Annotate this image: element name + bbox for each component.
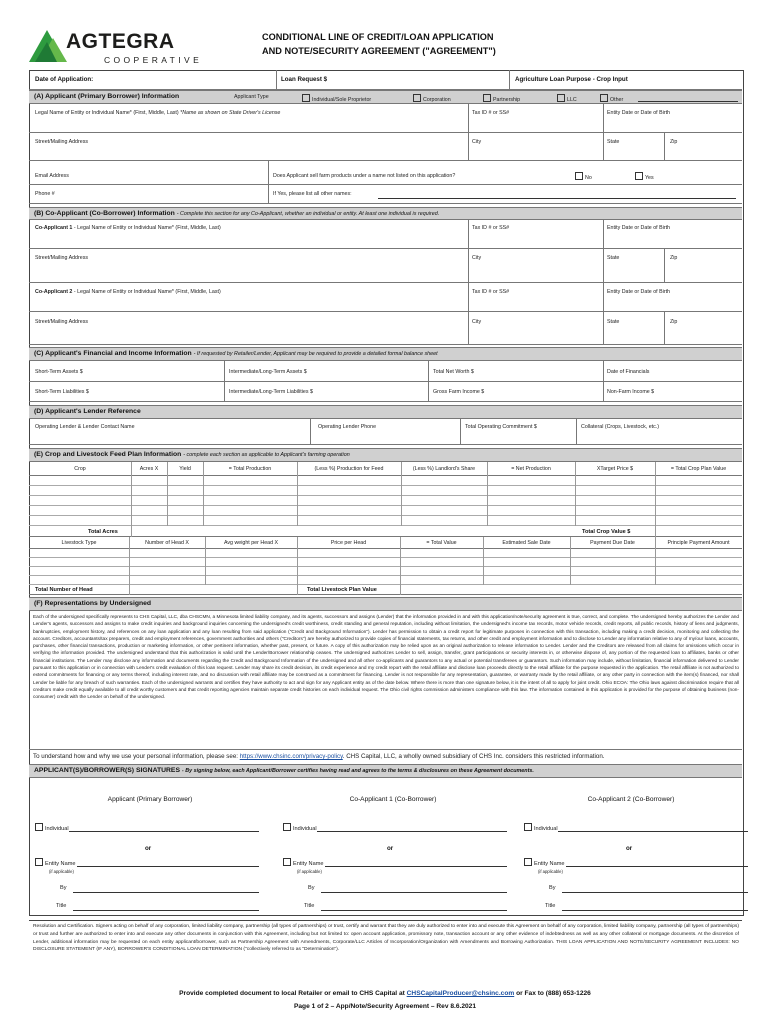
total-head-label: Total Number of Head: [35, 587, 93, 593]
livestock-row[interactable]: [29, 558, 742, 567]
co2-tax-id-field[interactable]: Tax ID # or SS#: [472, 289, 510, 295]
loan-purpose-label: Agriculture Loan Purpose - Crop Input: [515, 76, 628, 83]
section-b-header: (B) Co-Applicant (Co-Borrower) Information - Complete this section for any Co-Applicant, whether an individual or entity. At least one individual is required.: [29, 207, 742, 220]
crop-row[interactable]: [29, 496, 742, 506]
by-field[interactable]: By: [60, 885, 67, 891]
privacy-link[interactable]: https://www.chsinc.com/privacy-policy: [239, 753, 343, 760]
livestock-col-divider: [129, 585, 130, 595]
livestock-col-divider: [570, 537, 571, 585]
checkbox-icon[interactable]: [35, 823, 43, 831]
tax-id-field[interactable]: Tax ID # or SS#: [472, 110, 510, 116]
crop-col-divider: [487, 462, 488, 526]
signature-line: [566, 866, 748, 867]
type-other[interactable]: Other: [600, 94, 623, 103]
phone-field[interactable]: Phone #: [35, 191, 55, 197]
lender-contact-field[interactable]: Operating Lender & Lender Contact Name: [35, 424, 135, 430]
co1-legal-name-field[interactable]: Co-Applicant 1 - Legal Name of Entity or Individual Name* (First, Middle, Last): [35, 225, 221, 231]
checkbox-icon[interactable]: [283, 858, 291, 866]
short-term-liabilities-field[interactable]: Short-Term Liabilities $: [35, 389, 89, 395]
livestock-col-divider: [400, 537, 401, 585]
loan-request-label[interactable]: Loan Request $: [281, 76, 328, 83]
or-label: or: [145, 845, 152, 852]
state-field[interactable]: State: [607, 139, 620, 145]
crop-col-header: Yield: [179, 466, 191, 472]
co1-entity-date-field[interactable]: Entity Date or Date of Birth: [607, 225, 671, 231]
crop-col-divider: [167, 462, 168, 526]
zip-field[interactable]: Zip: [670, 139, 678, 145]
livestock-row[interactable]: [29, 567, 742, 576]
crop-col-header: Crop: [74, 466, 86, 472]
phone-row: [29, 185, 742, 204]
type-llc[interactable]: LLC: [557, 94, 577, 103]
by-field[interactable]: By: [549, 885, 556, 891]
sell-no-option[interactable]: No: [575, 172, 592, 181]
signature-line: [562, 910, 748, 911]
livestock-col-header: Principle Payment Amount: [667, 540, 730, 546]
title-field[interactable]: Title: [56, 903, 67, 909]
signatures-header: APPLICANT(S)/BORROWER(S) SIGNATURES - By signing below, each Applicant/Borrower certifies having read and agrees to the terms & disclosures on these Agreement documents.: [29, 764, 742, 778]
title-field[interactable]: Title: [304, 903, 315, 909]
checkbox-icon[interactable]: [557, 94, 565, 102]
crop-col-divider: [131, 526, 132, 537]
crop-col-header: XTarget Price $: [596, 466, 634, 472]
livestock-col-header: Estimated Sale Date: [502, 540, 551, 546]
total-livestock-label: Total Livestock Plan Value: [307, 587, 377, 593]
collateral-field[interactable]: Collateral (Crops, Livestock, etc.): [581, 424, 660, 430]
crop-col-header: = Total Production: [228, 466, 272, 472]
resolution-text: Resolution and Certification. Signers acting on behalf of any corporation, limited liability company, partnership (all types of partnerships) or trust, certify and warrant that they are duly authorized to enter into and execute this Agreement on behalf of any corporation, limited liability company, partnership (all types of partnerships) or trust and further are authorized to enter into and execute any other documents in conjunction with this Agreement, including but not limited to: open account application, promissory note, transaction account or any other evidence of indebtedness as well as any other collateral or mortgage documents. At the discretion of Lender, additional information may be requested on each entity applicant/borrower, such as Partnership Agreement with Amendments, Corporate/LLC Articles of Incorporation/Organization with Amendments and Borrowing Authorization. THIS LOAN APPLICATION AND NOTE/SECURITY AGREEMENT INCLUDES: NO DISCLOSURE STATEMENT (IF ANY), BORROWER'S CONDITIONAL LOAN DETERMINATION ("collectively referred to as "Determination").: [33, 924, 739, 953]
representations-text: Each of the undersigned specifically represents to CHS Capital, LLC, dba CHSCMN, a Minnesota limited liability company, and its agents, successors and assigns (Lender) that the information provided in and with this application/note/security agreement is true, correct, and complete. The undersigned hereby authorizes the Lender and Lender's agents, successors and assigns to make credit inquiries and background inquiries concerning the undersigned's credit worthiness, credit standing and general reputation, including without limitation, the undersigned's income tax records, motor vehicle records, credit reports, all public records, history of liens and judgments, bankruptcies, employment history, and references on any loan application and any loan resulting from said application ("Credit and Background Information"). Lender has permission to obtain a credit report for legitimate purposes in connection with this transaction, including making a credit decision, monitoring and collecting the account. Creditors, accountants/tax preparers, credit and employment references, government authorities and others ("Creditors") are hereby authorized to provide copies of financial statements, tax returns, and other credit and employment information and to disclose to Lender any information relative to any of my/our loans, accounts, purchases, other financial transactions, production or marketing information, or other pertinent information, whether past, present, or future. A copy of this authorization may be relied upon as an original authorization to release information to Lender. Lender and the Creditors are released from all claims for omissions which occur in verifying the information provided. The undersigned understand that this authorization is valid until the Lender/Borrower relationship ceases. The undersigned authorizes Lender to sell, assign, transfer, grant participations or security interests in, or otherwise dispose of, any portion of the requested loan to affiliates, banks or other financial institutions. The Lender may disclose any information and documents regarding the Credit and Background Information of the undersigned and all other co-applicants and guarantors to any actual or potential transferees or guarantors. Such information may include, without limitation, financial information delivered to Lender pursuant to this application or in connection with Lender's credit evaluation of this loan request. Lender may share its credit decision, its credit experience and my credit report with the retail affiliate and disclose loan proceeds directly to the retail affiliate for the purpose requested in the application. The retail affiliate is not authorized to extend commitments for financing or any terms thereof, including interest rate, and no discussion with retail affiliate may be construed as a commitment for financing. Lender is not responsible for any representation, guarantee, or warranty made by the retail affiliate, or any other party in connection with the item(s) financed, nor shall Lender be liable for any breach of such warranties. Each of the undersigned warrants and certifies they have authority to act and sign for any Applicant entity as of the date below. Where there is more than one signature below, it is the intent of all to apply for joint credit. Ohio ECOA: The Ohio laws against discrimination require that all creditors make credit equally available to all credit worthy customers and that credit reporting agencies maintain separate credit histories on each individual request. The Ohio civil rights commission administers compliance with this law. The information contained in this application is provided for the purpose of obtaining business (non-consumer) credit with the Lender on behalf of the undersigned.: [33, 615, 739, 701]
co2-entity-date-field[interactable]: Entity Date or Date of Birth: [607, 289, 671, 295]
crop-col-divider: [297, 462, 298, 526]
crop-col-divider: [203, 462, 204, 526]
co2-zip-field[interactable]: Zip: [670, 319, 678, 325]
co1-street-field[interactable]: Street/Mailing Address: [35, 255, 88, 261]
entity-name-field[interactable]: Entity Name: [283, 858, 323, 867]
short-term-assets-field[interactable]: Short-Term Assets $: [35, 369, 83, 375]
section-e-header: (E) Crop and Livestock Feed Plan Information - complete each section as applicable to Applicant's farming operation: [29, 448, 742, 462]
livestock-col-divider: [297, 585, 298, 595]
co2-street-field[interactable]: Street/Mailing Address: [35, 319, 88, 325]
signature-line: [325, 866, 507, 867]
crop-total-row: [29, 526, 742, 537]
total-crop-value-label: Total Crop Value $: [582, 529, 631, 535]
street-field[interactable]: Street/Mailing Address: [35, 139, 88, 145]
if-applicable-note: (if applicable): [297, 869, 322, 874]
livestock-total-row: [29, 585, 742, 595]
checkbox-icon[interactable]: [524, 858, 532, 866]
co2-legal-name-field[interactable]: Co-Applicant 2 - Legal Name of Entity or Individual Name* (First, Middle, Last): [35, 289, 221, 295]
co1-state-field[interactable]: State: [607, 255, 620, 261]
signature-line: [558, 831, 748, 832]
if-applicable-note: (if applicable): [49, 869, 74, 874]
type-individual[interactable]: Individual/Sole Proprietor: [302, 94, 371, 103]
checkbox-icon[interactable]: [524, 823, 532, 831]
section-a-header: (A) Applicant (Primary Borrower) Information: [29, 90, 742, 104]
signature-line: [73, 892, 259, 893]
livestock-col-divider: [483, 537, 484, 585]
individual-signature-field[interactable]: Individual: [35, 823, 69, 832]
crop-col-divider: [655, 526, 656, 537]
co1-address-row: [29, 249, 742, 283]
crop-col-divider: [575, 462, 576, 526]
crop-row[interactable]: [29, 486, 742, 496]
co1-city-field[interactable]: City: [472, 255, 482, 261]
crop-col-divider: [655, 462, 656, 526]
email-field[interactable]: Email Address: [35, 173, 69, 179]
date-of-application-label[interactable]: Date of Application:: [35, 76, 94, 83]
checkbox-icon[interactable]: [600, 94, 608, 102]
footer-line-1: Provide completed document to local Retailer or email to CHS Capital at CHSCapitalProducer@chsinc.com or Fax to (888) 653-1226: [179, 990, 591, 997]
non-farm-income-field[interactable]: Non-Farm Income $: [607, 389, 655, 395]
legal-name-field[interactable]: Legal Name of Entity or Individual Name* (First, Middle, Last) *Name as shown on State Driver's License: [35, 110, 281, 116]
total-acres-label: Total Acres: [88, 529, 118, 535]
or-label: or: [626, 845, 633, 852]
livestock-col-header: Avg weight per Head X: [223, 540, 279, 546]
address-row: [29, 133, 742, 161]
by-field[interactable]: By: [308, 885, 315, 891]
crop-row[interactable]: [29, 516, 742, 526]
individual-signature-field[interactable]: Individual: [283, 823, 317, 832]
livestock-col-divider: [655, 537, 656, 585]
sell-question: Does Applicant sell farm products under a name not listed on this application?: [273, 173, 456, 179]
crop-col-header: Acres X: [139, 466, 159, 472]
type-partnership[interactable]: Partnership: [483, 94, 520, 103]
co2-city-field[interactable]: City: [472, 319, 482, 325]
crop-col-header: = Net Production: [511, 466, 551, 472]
signature-line: [562, 892, 748, 893]
section-f-header: (F) Representations by Undersigned: [29, 597, 742, 611]
livestock-row[interactable]: [29, 549, 742, 558]
signature-line: [73, 910, 259, 911]
footer-page-info: Page 1 of 2 – App/Note/Security Agreement – Rev 8.6.2021: [293, 1003, 476, 1010]
checkbox-icon[interactable]: [575, 172, 583, 180]
livestock-col-header: Payment Due Date: [590, 540, 635, 546]
livestock-col-header: Number of Head X: [145, 540, 189, 546]
type-corporation[interactable]: Corporation: [413, 94, 451, 103]
crop-col-header: (Less %) Production for Feed: [314, 466, 384, 472]
individual-signature-field[interactable]: Individual: [524, 823, 558, 832]
crop-col-divider: [131, 462, 132, 526]
crop-col-header: = Total Crop Plan Value: [670, 466, 727, 472]
applicant-type-label: Applicant Type: [234, 94, 269, 100]
if-applicable-note: (if applicable): [538, 869, 563, 874]
footer-email-link[interactable]: CHSCapitalProducer@chsinc.com: [406, 990, 515, 997]
livestock-col-divider: [129, 537, 130, 585]
sell-yes-option[interactable]: Yes: [635, 172, 654, 181]
entity-date-field[interactable]: Entity Date or Date of Birth: [607, 110, 671, 116]
checkbox-icon[interactable]: [413, 94, 421, 102]
signature-line: [77, 866, 259, 867]
title-field[interactable]: Title: [545, 903, 556, 909]
entity-name-field[interactable]: Entity Name: [35, 858, 75, 867]
crop-row[interactable]: [29, 506, 742, 516]
livestock-col-header: Livestock Type: [61, 540, 97, 546]
lender-phone-field[interactable]: Operating Lender Phone: [318, 424, 377, 430]
net-worth-field[interactable]: Total Net Worth $: [433, 369, 474, 375]
operating-commitment-field[interactable]: Total Operating Commitment $: [465, 424, 537, 430]
entity-name-field[interactable]: Entity Name: [524, 858, 564, 867]
livestock-col-divider: [205, 537, 206, 585]
gross-farm-income-field[interactable]: Gross Farm Income $: [433, 389, 485, 395]
date-financials-field[interactable]: Date of Financials: [607, 369, 650, 375]
checkbox-icon[interactable]: [635, 172, 643, 180]
checkbox-icon[interactable]: [35, 858, 43, 866]
signature-line: [321, 910, 507, 911]
co2-address-row: [29, 312, 742, 345]
livestock-col-header: Price per Head: [330, 540, 367, 546]
checkbox-icon[interactable]: [302, 94, 310, 102]
co1-zip-field[interactable]: Zip: [670, 255, 678, 261]
crop-col-header: (Less %) Landlord's Share: [412, 466, 476, 472]
signature-line: [321, 892, 507, 893]
section-d-header: (D) Applicant's Lender Reference: [29, 405, 742, 419]
checkbox-icon[interactable]: [283, 823, 291, 831]
signature-line: [69, 831, 259, 832]
signature-column-title: Applicant (Primary Borrower): [107, 796, 193, 803]
livestock-col-divider: [297, 537, 298, 585]
logo-subtitle: COOPERATIVE: [104, 55, 203, 65]
livestock-col-divider: [400, 585, 401, 595]
livestock-row[interactable]: [29, 576, 742, 585]
logo-wordmark: AGTEGRA: [66, 30, 175, 53]
co2-name-row: [29, 283, 742, 312]
checkbox-icon[interactable]: [483, 94, 491, 102]
crop-row[interactable]: [29, 476, 742, 486]
long-term-assets-field[interactable]: Intermediate/Long-Term Assets $: [229, 369, 307, 375]
other-names-field[interactable]: If Yes, please list all other names:: [273, 191, 352, 197]
page-title: CONDITIONAL LINE OF CREDIT/LOAN APPLICATION AND NOTE/SECURITY AGREEMENT ("AGREEMENT"): [262, 32, 496, 56]
livestock-col-header: = Total Value: [426, 540, 457, 546]
top-row: [29, 70, 742, 90]
crop-col-divider: [401, 462, 402, 526]
long-term-liabilities-field[interactable]: Intermediate/Long-Term Liabilities $: [229, 389, 313, 395]
city-field[interactable]: City: [472, 139, 482, 145]
legal-name-row: [29, 104, 742, 133]
co2-state-field[interactable]: State: [607, 319, 620, 325]
signature-line: [317, 831, 507, 832]
lender-row: [29, 419, 742, 445]
or-label: or: [387, 845, 394, 852]
signature-column-title: Co-Applicant 2 (Co-Borrower): [587, 796, 675, 803]
co1-tax-id-field[interactable]: Tax ID # or SS#: [472, 225, 510, 231]
signature-column-title: Co-Applicant 1 (Co-Borrower): [349, 796, 437, 803]
section-c-header: (C) Applicant's Financial and Income Information - If requested by Retailer/Lender, Applicant may be required to provide a detailed formal balance sheet: [29, 347, 742, 361]
privacy-notice: To understand how and why we use your personal information, please see: https://www.chsinc.com/privacy-policy. CHS Capital, LLC, a wholly owned subsidiary of CHS Inc. considers this restricted information.: [33, 753, 605, 760]
